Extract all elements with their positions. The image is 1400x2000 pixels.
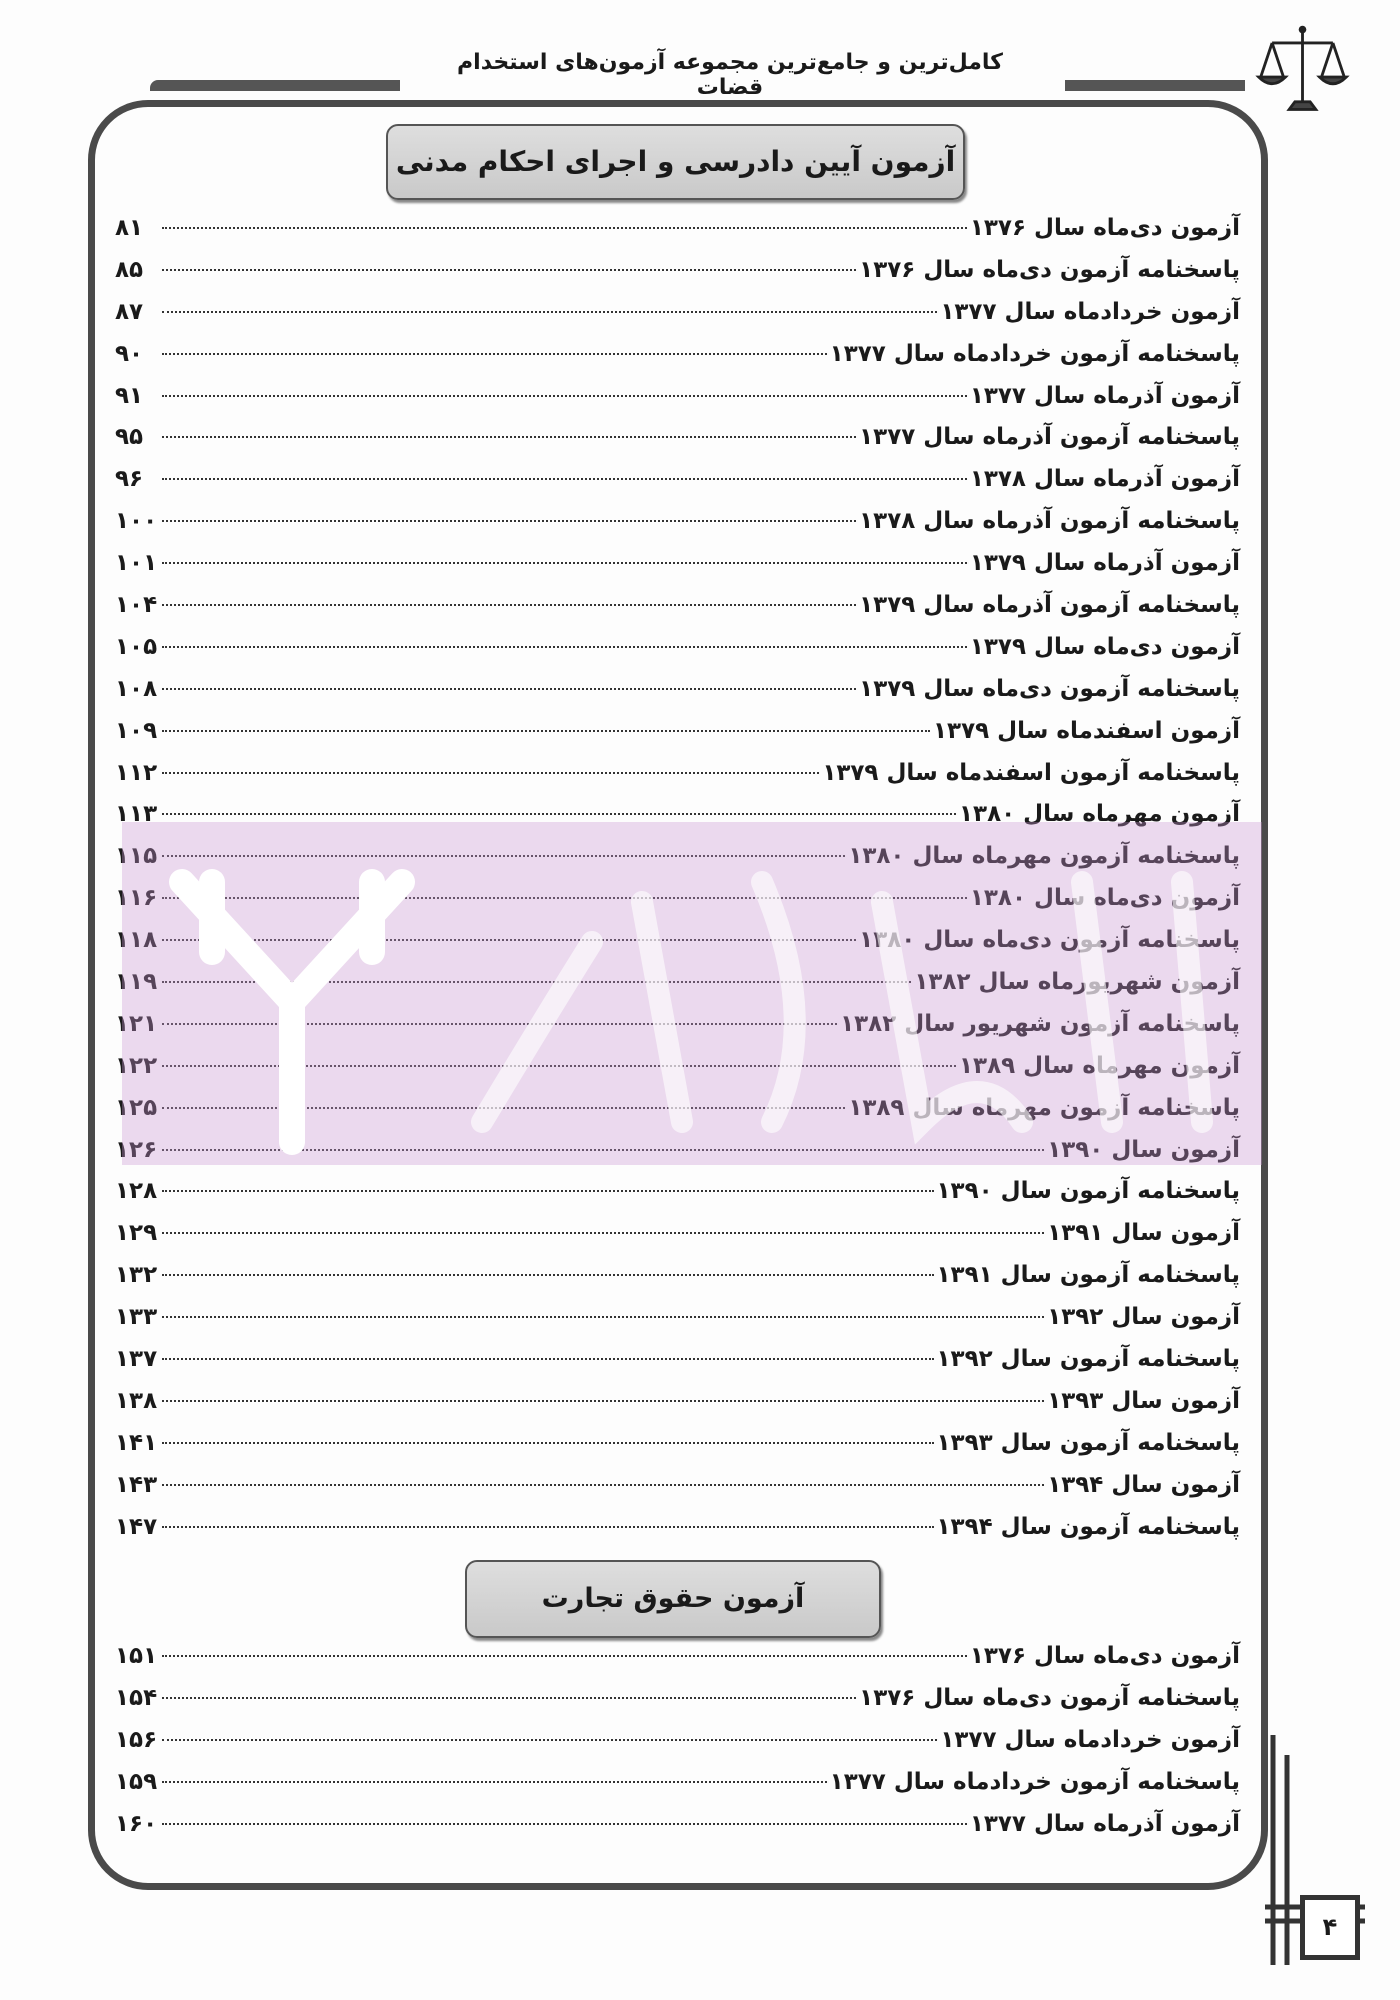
toc-entry[interactable] <box>115 334 1240 376</box>
dot-leader <box>162 1655 967 1657</box>
dot-leader <box>162 1065 956 1067</box>
toc-entry[interactable] <box>115 627 1240 669</box>
toc-entry-title: پاسخنامه آزمون دی‌ماه سال ۱۳۸۰ <box>859 927 1240 954</box>
dot-leader <box>162 520 856 522</box>
toc-entry-page: ۱۵۱ <box>115 1643 158 1669</box>
toc-entry[interactable] <box>115 1720 1240 1762</box>
toc-entry[interactable] <box>115 836 1240 878</box>
toc-entry-title: پاسخنامه آزمون خردادماه سال ۱۳۷۷ <box>829 1768 1240 1795</box>
dot-leader <box>162 1697 856 1699</box>
toc-entry[interactable] <box>115 753 1240 795</box>
dot-leader <box>162 1823 967 1825</box>
toc-entry[interactable] <box>115 501 1240 543</box>
toc-entry-title: آزمون شهریورماه سال ۱۳۸۲ <box>914 969 1240 996</box>
toc-entry[interactable] <box>115 417 1240 459</box>
toc-entry[interactable] <box>115 459 1240 501</box>
toc-entry-page: ۱۲۸ <box>115 1178 158 1205</box>
toc-entry[interactable] <box>115 1088 1240 1130</box>
toc-entry-page: ۱۰۵ <box>115 633 158 660</box>
dot-leader <box>162 604 856 606</box>
dot-leader <box>162 1023 837 1025</box>
toc-entry-page: ۱۱۵ <box>115 843 158 870</box>
toc-entry-title: آزمون آذرماه سال ۱۳۷۸ <box>969 466 1240 493</box>
toc-entry-page: ۱۰۴ <box>115 592 158 619</box>
toc-entry[interactable] <box>115 1213 1240 1255</box>
toc-entry[interactable] <box>115 1507 1240 1549</box>
dot-leader <box>162 772 819 774</box>
toc-entry[interactable] <box>115 1046 1240 1088</box>
toc-entry-title: آزمون آذرماه سال ۱۳۷۷ <box>969 382 1240 409</box>
dot-leader <box>162 1149 1044 1151</box>
dot-leader <box>162 1316 1044 1318</box>
toc-entry-page: ۹۰ <box>115 340 144 367</box>
toc-entry-title: آزمون خردادماه سال ۱۳۷۷ <box>940 1726 1240 1753</box>
toc-entry[interactable] <box>115 1465 1240 1507</box>
toc-entry-page: ۱۵۹ <box>115 1768 158 1795</box>
toc-entry-title: پاسخنامه آزمون سال ۱۳۹۳ <box>936 1429 1240 1456</box>
toc-entry-page: ۱۲۲ <box>115 1052 158 1079</box>
toc-entry-title: پاسخنامه آزمون مهرماه سال ۱۳۸۰ <box>848 843 1240 870</box>
book-header-title: کامل‌ترین و جامع‌ترین مجموعه آزمون‌های استخدام قضات <box>457 50 1003 100</box>
dot-leader <box>162 897 967 899</box>
toc-entry-title: آزمون خردادماه سال ۱۳۷۷ <box>940 298 1240 325</box>
toc-entry-title: آزمون اسفندماه سال ۱۳۷۹ <box>933 717 1240 744</box>
toc-entry-page: ۱۲۱ <box>115 1010 158 1037</box>
toc-entry-page: ۱۱۶ <box>115 885 158 912</box>
toc-entry-page: ۸۵ <box>115 256 144 283</box>
toc-entry-title: پاسخنامه آزمون مهرماه سال ۱۳۸۹ <box>848 1094 1240 1121</box>
toc-entry[interactable] <box>115 878 1240 920</box>
toc-entry-title: پاسخنامه آزمون سال ۱۳۹۱ <box>936 1262 1240 1289</box>
dot-leader <box>162 688 856 690</box>
toc-entry[interactable] <box>115 1423 1240 1465</box>
toc-entry-title: پاسخنامه آزمون سال ۱۳۹۰ <box>936 1178 1240 1205</box>
toc-entry-page: ۱۶۰ <box>115 1810 158 1837</box>
section-title-commercial-law: آزمون حقوق تجارت <box>465 1560 881 1638</box>
toc-entry-title: آزمون دی‌ماه سال ۱۳۸۰ <box>969 885 1240 912</box>
toc-entry-page: ۱۵۴ <box>115 1684 158 1711</box>
toc-entry[interactable] <box>115 1171 1240 1213</box>
toc-entry[interactable] <box>115 585 1240 627</box>
dot-leader <box>162 855 845 857</box>
toc-entry-page: ۱۱۹ <box>115 969 158 996</box>
dot-leader <box>162 939 856 941</box>
dot-leader <box>162 478 967 480</box>
dot-leader <box>162 395 967 397</box>
dot-leader <box>162 1232 1044 1234</box>
toc-entry-page: ۱۵۶ <box>115 1726 158 1753</box>
toc-entry-page: ۸۱ <box>115 215 144 241</box>
toc-entry-title: آزمون آذرماه سال ۱۳۷۷ <box>969 1810 1240 1837</box>
toc-list-civil-procedure <box>115 208 1240 1549</box>
toc-entry-page: ۱۱۲ <box>115 759 158 786</box>
toc-entry-title: پاسخنامه آزمون آذرماه سال ۱۳۷۹ <box>859 592 1240 619</box>
toc-entry-page: ۸۷ <box>115 298 144 325</box>
toc-entry[interactable] <box>115 250 1240 292</box>
toc-entry-page: ۱۴۳ <box>115 1471 158 1498</box>
toc-entry-page: ۱۳۲ <box>115 1262 158 1289</box>
toc-entry-page: ۹۶ <box>115 466 144 493</box>
toc-entry-page: ۱۴۱ <box>115 1429 158 1456</box>
toc-entry-page: ۱۳۸ <box>115 1387 158 1414</box>
toc-entry-page: ۱۰۸ <box>115 675 158 702</box>
toc-entry-title: پاسخنامه آزمون شهریور سال ۱۳۸۲ <box>840 1010 1240 1037</box>
scales-of-justice-icon <box>1255 22 1350 117</box>
dot-leader <box>162 1484 1044 1486</box>
toc-entry-title: آزمون سال ۱۳۹۰ <box>1047 1136 1240 1163</box>
toc-entry[interactable] <box>115 208 1240 250</box>
dot-leader <box>162 269 856 271</box>
toc-entry-title: آزمون دی‌ماه سال ۱۳۷۶ <box>969 1643 1240 1669</box>
toc-entry[interactable] <box>115 1381 1240 1423</box>
dot-leader <box>162 311 937 313</box>
toc-entry-page: ۱۳۷ <box>115 1346 158 1373</box>
toc-entry-title: پاسخنامه آزمون دی‌ماه سال ۱۳۷۶ <box>859 256 1240 283</box>
header-rule-right <box>1065 80 1245 91</box>
toc-list-commercial-law <box>115 1636 1240 1845</box>
toc-entry[interactable] <box>115 920 1240 962</box>
toc-entry-title: پاسخنامه آزمون اسفندماه سال ۱۳۷۹ <box>822 759 1240 786</box>
dot-leader <box>162 981 911 983</box>
toc-entry-title: آزمون آذرماه سال ۱۳۷۹ <box>969 550 1240 577</box>
toc-entry-title: آزمون مهرماه سال ۱۳۸۰ <box>959 801 1240 828</box>
toc-entry-title: آزمون مهرماه سال ۱۳۸۹ <box>959 1052 1240 1079</box>
dot-leader <box>162 1190 934 1192</box>
dot-leader <box>162 1526 934 1528</box>
toc-entry[interactable] <box>115 669 1240 711</box>
toc-entry[interactable] <box>115 292 1240 334</box>
section-title-civil-procedure: آزمون آیین دادرسی و اجرای احکام مدنی <box>386 124 965 200</box>
toc-entry[interactable] <box>115 1339 1240 1381</box>
toc-entry-title: آزمون سال ۱۳۹۲ <box>1047 1304 1240 1331</box>
toc-entry[interactable] <box>115 543 1240 585</box>
toc-entry-title: آزمون دی‌ماه سال ۱۳۷۶ <box>969 215 1240 241</box>
toc-entry[interactable] <box>115 1297 1240 1339</box>
toc-entry-title: پاسخنامه آزمون دی‌ماه سال ۱۳۷۹ <box>859 675 1240 702</box>
toc-entry-page: ۱۲۹ <box>115 1220 158 1247</box>
toc-entry-title: آزمون سال ۱۳۹۴ <box>1047 1471 1240 1498</box>
toc-entry[interactable] <box>115 1130 1240 1172</box>
toc-entry-title: آزمون دی‌ماه سال ۱۳۷۹ <box>969 633 1240 660</box>
toc-entry-title: پاسخنامه آزمون آذرماه سال ۱۳۷۸ <box>859 508 1240 535</box>
toc-entry-title: پاسخنامه آزمون سال ۱۳۹۲ <box>936 1346 1240 1373</box>
toc-entry-title: آزمون سال ۱۳۹۳ <box>1047 1387 1240 1414</box>
toc-entry-page: ۱۱۳ <box>115 801 158 828</box>
toc-entry-title: پاسخنامه آزمون دی‌ماه سال ۱۳۷۶ <box>859 1684 1240 1711</box>
dot-leader <box>162 353 827 355</box>
toc-entry-title: پاسخنامه آزمون خردادماه سال ۱۳۷۷ <box>829 340 1240 367</box>
dot-leader <box>162 1781 827 1783</box>
header-rule-left <box>150 80 400 91</box>
toc-entry[interactable] <box>115 1636 1240 1678</box>
toc-entry-title: آزمون سال ۱۳۹۱ <box>1047 1220 1240 1247</box>
dot-leader <box>162 813 956 815</box>
toc-entry-page: ۱۳۳ <box>115 1304 158 1331</box>
toc-entry[interactable] <box>115 711 1240 753</box>
toc-entry-page: ۱۰۰ <box>115 508 158 535</box>
dot-leader <box>162 1400 1044 1402</box>
dot-leader <box>162 1442 934 1444</box>
toc-entry[interactable] <box>115 962 1240 1004</box>
toc-entry[interactable] <box>115 1804 1240 1846</box>
toc-entry-title: پاسخنامه آزمون آذرماه سال ۱۳۷۷ <box>859 424 1240 451</box>
toc-entry[interactable] <box>115 1255 1240 1297</box>
toc-entry[interactable] <box>115 1004 1240 1046</box>
dot-leader <box>162 646 967 648</box>
toc-entry-page: ۹۱ <box>115 382 144 409</box>
dot-leader <box>162 1739 937 1741</box>
toc-entry-page: ۹۵ <box>115 424 144 451</box>
dot-leader <box>162 1358 934 1360</box>
page-number: ۴ <box>1300 1895 1360 1960</box>
toc-entry-page: ۱۴۷ <box>115 1513 158 1540</box>
toc-entry-page: ۱۰۱ <box>115 550 158 577</box>
toc-entry-page: ۱۰۹ <box>115 717 158 744</box>
toc-entry-title: پاسخنامه آزمون سال ۱۳۹۴ <box>936 1513 1240 1540</box>
toc-entry-page: ۱۱۸ <box>115 927 158 954</box>
dot-leader <box>162 730 930 732</box>
dot-leader <box>162 1107 845 1109</box>
toc-entry[interactable] <box>115 376 1240 418</box>
dot-leader <box>162 562 967 564</box>
toc-entry[interactable] <box>115 1762 1240 1804</box>
toc-entry-page: ۱۲۵ <box>115 1094 158 1121</box>
dot-leader <box>162 1274 934 1276</box>
dot-leader <box>162 436 856 438</box>
toc-entry[interactable] <box>115 1678 1240 1720</box>
dot-leader <box>162 227 967 229</box>
toc-entry-page: ۱۲۶ <box>115 1136 158 1163</box>
toc-entry[interactable] <box>115 794 1240 836</box>
